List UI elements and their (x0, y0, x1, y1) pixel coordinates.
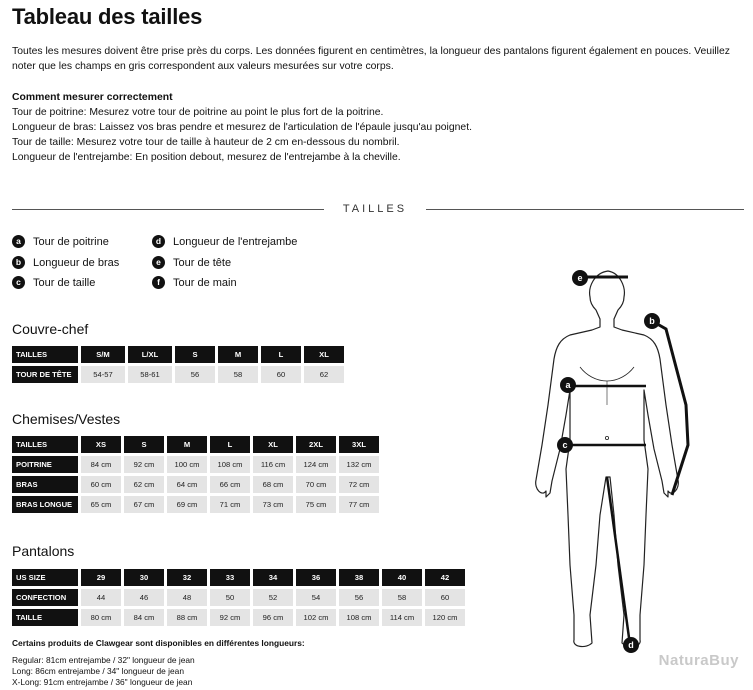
table-cell: 46 (124, 589, 164, 606)
legend-label: Longueur de l'entrejambe (173, 235, 298, 248)
table-cell: 124 cm (296, 456, 336, 473)
table-cell: 120 cm (425, 609, 465, 626)
instruction-waist: Tour de taille: Mesurez votre tour de taille à hauteur de 2 cm en-dessous du nombril. (12, 137, 400, 148)
table-cell: 48 (167, 589, 207, 606)
table-cell: 71 cm (210, 496, 250, 513)
table-row (12, 609, 465, 626)
badge-d: d (152, 235, 165, 248)
table-header-cell: S (124, 436, 164, 453)
table-cell: 102 cm (296, 609, 336, 626)
legend-label: Tour de poitrine (33, 235, 109, 248)
table-cell: 58 (382, 589, 422, 606)
table-cell: 116 cm (253, 456, 293, 473)
legend-label: Tour de taille (33, 276, 96, 289)
sizes-heading: TAILLES (342, 203, 408, 215)
table-header-cell: S/M (81, 346, 125, 363)
table-cell: 132 cm (339, 456, 379, 473)
instruction-chest: Tour de poitrine: Mesurez votre tour de poitrine au point le plus fort de la poitrine. (12, 107, 384, 118)
legend-item-chest (12, 235, 109, 248)
figure-label-b: b (649, 316, 655, 326)
table-cell: 73 cm (253, 496, 293, 513)
table-header-cell: 29 (81, 569, 121, 586)
table-row (12, 456, 379, 473)
section-title-pants: Pantalons (12, 543, 75, 559)
table-cell: 77 cm (339, 496, 379, 513)
row-label: TAILLE (12, 609, 78, 626)
table-header-row (12, 346, 344, 363)
divider-right (426, 209, 744, 210)
arm-measure-line (652, 321, 688, 495)
table-cell: 56 (175, 366, 215, 383)
table-cell: 108 cm (210, 456, 250, 473)
table-row (12, 496, 379, 513)
table-header-cell: 33 (210, 569, 250, 586)
row-label: BRAS (12, 476, 78, 493)
table-cell: 64 cm (167, 476, 207, 493)
table-cell: 92 cm (210, 609, 250, 626)
badge-e: e (152, 256, 165, 269)
table-cell: 58 (218, 366, 258, 383)
table-cell: 96 cm (253, 609, 293, 626)
table-header-cell: 42 (425, 569, 465, 586)
section-title-headwear: Couvre-chef (12, 321, 89, 337)
legend-label: Tour de tête (173, 256, 232, 269)
table-header-cell: M (218, 346, 258, 363)
instruction-arm: Longueur de bras: Laissez vos bras pendre et mesurez de l'articulation de l'épaule jusqu'au poignet. (12, 122, 472, 133)
table-cell: 67 cm (124, 496, 164, 513)
figure-label-d: d (628, 640, 634, 650)
headwear-table (9, 343, 347, 386)
badge-a: a (12, 235, 25, 248)
table-cell: 92 cm (124, 456, 164, 473)
table-cell: 66 cm (210, 476, 250, 493)
instruction-inseam: Longueur de l'entrejambe: En position debout, mesurez de l'entrejambe à la cheville. (12, 152, 401, 163)
badge-b: b (12, 256, 25, 269)
table-cell: 54-57 (81, 366, 125, 383)
table-header-cell: S (175, 346, 215, 363)
table-cell: 75 cm (296, 496, 336, 513)
pants-table (9, 566, 468, 629)
table-header-cell: XS (81, 436, 121, 453)
table-header-cell: 32 (167, 569, 207, 586)
inseam-measure-line (607, 477, 630, 645)
lengths-note-title: Certains produits de Clawgear sont disponibles en différentes longueurs: (12, 638, 305, 648)
table-header-cell: 38 (339, 569, 379, 586)
table-cell: 100 cm (167, 456, 207, 473)
shirts-table (9, 433, 382, 516)
body-outline (536, 271, 679, 647)
lengths-note-long: Long: 86cm entrejambe / 34" longueur de jean (12, 666, 184, 676)
table-header-cell: TAILLES (12, 346, 78, 363)
table-row (12, 476, 379, 493)
legend-label: Tour de main (173, 276, 237, 289)
legend-item-waist (12, 276, 95, 289)
table-cell: 84 cm (81, 456, 121, 473)
badge-f: f (152, 276, 165, 289)
instructions-title: Comment mesurer correctement (12, 92, 173, 103)
divider-left (12, 209, 324, 210)
table-header-row (12, 436, 379, 453)
table-header-cell: M (167, 436, 207, 453)
table-header-cell: 30 (124, 569, 164, 586)
table-cell: 108 cm (339, 609, 379, 626)
table-header-cell: 2XL (296, 436, 336, 453)
table-cell: 58-61 (128, 366, 172, 383)
legend-item-inseam (152, 235, 297, 248)
table-row (12, 366, 344, 383)
table-header-cell: L (210, 436, 250, 453)
measuring-instructions (12, 90, 472, 165)
row-label: TOUR DE TÊTE (12, 366, 78, 383)
row-label: BRAS LONGUE (12, 496, 78, 513)
table-header-cell: XL (304, 346, 344, 363)
table-header-cell: 34 (253, 569, 293, 586)
section-title-shirts: Chemises/Vestes (12, 411, 121, 427)
table-cell: 80 cm (81, 609, 121, 626)
table-header-cell: L/XL (128, 346, 172, 363)
table-cell: 60 (261, 366, 301, 383)
table-cell: 56 (339, 589, 379, 606)
table-header-cell: 36 (296, 569, 336, 586)
table-cell: 62 (304, 366, 344, 383)
table-cell: 114 cm (382, 609, 422, 626)
table-cell: 60 cm (81, 476, 121, 493)
table-cell: 72 cm (339, 476, 379, 493)
table-cell: 68 cm (253, 476, 293, 493)
table-header-cell: TAILLES (12, 436, 78, 453)
table-header-cell: XL (253, 436, 293, 453)
table-header-cell: 40 (382, 569, 422, 586)
page-title: Tableau des tailles (12, 4, 203, 29)
table-cell: 54 (296, 589, 336, 606)
body-measurement-figure (530, 255, 720, 665)
table-header-cell: 3XL (339, 436, 379, 453)
legend-item-hand (152, 276, 237, 289)
figure-label-e: e (577, 273, 583, 283)
table-cell: 65 cm (81, 496, 121, 513)
badge-c: c (12, 276, 25, 289)
table-cell: 69 cm (167, 496, 207, 513)
table-cell: 62 cm (124, 476, 164, 493)
table-header-row (12, 569, 465, 586)
watermark-logo: NaturaBuy (658, 652, 739, 669)
table-cell: 52 (253, 589, 293, 606)
intro-text: Toutes les mesures doivent être prise près du corps. Les données figurent en centimètres, la longueur des pantalons figurent également en pouces. Veuillez noter que les champs en gris correspondent aux valeurs mesurées sur votre corps. (12, 46, 730, 72)
table-cell: 88 cm (167, 609, 207, 626)
table-cell: 84 cm (124, 609, 164, 626)
table-cell: 70 cm (296, 476, 336, 493)
lengths-note-regular: Regular: 81cm entrejambe / 32" longueur de jean (12, 655, 195, 665)
table-header-cell: US SIZE (12, 569, 78, 586)
table-cell: 50 (210, 589, 250, 606)
row-label: POITRINE (12, 456, 78, 473)
table-cell: 60 (425, 589, 465, 606)
lengths-note-xlong: X-Long: 91cm entrejambe / 36" longueur de jean (12, 677, 193, 687)
legend-item-head (152, 256, 231, 269)
row-label: CONFECTION (12, 589, 78, 606)
legend-item-arm (12, 256, 119, 269)
figure-label-a: a (565, 380, 571, 390)
table-cell: 44 (81, 589, 121, 606)
table-row (12, 589, 465, 606)
legend-label: Longueur de bras (33, 256, 120, 269)
table-header-cell: L (261, 346, 301, 363)
figure-label-c: c (562, 440, 568, 450)
